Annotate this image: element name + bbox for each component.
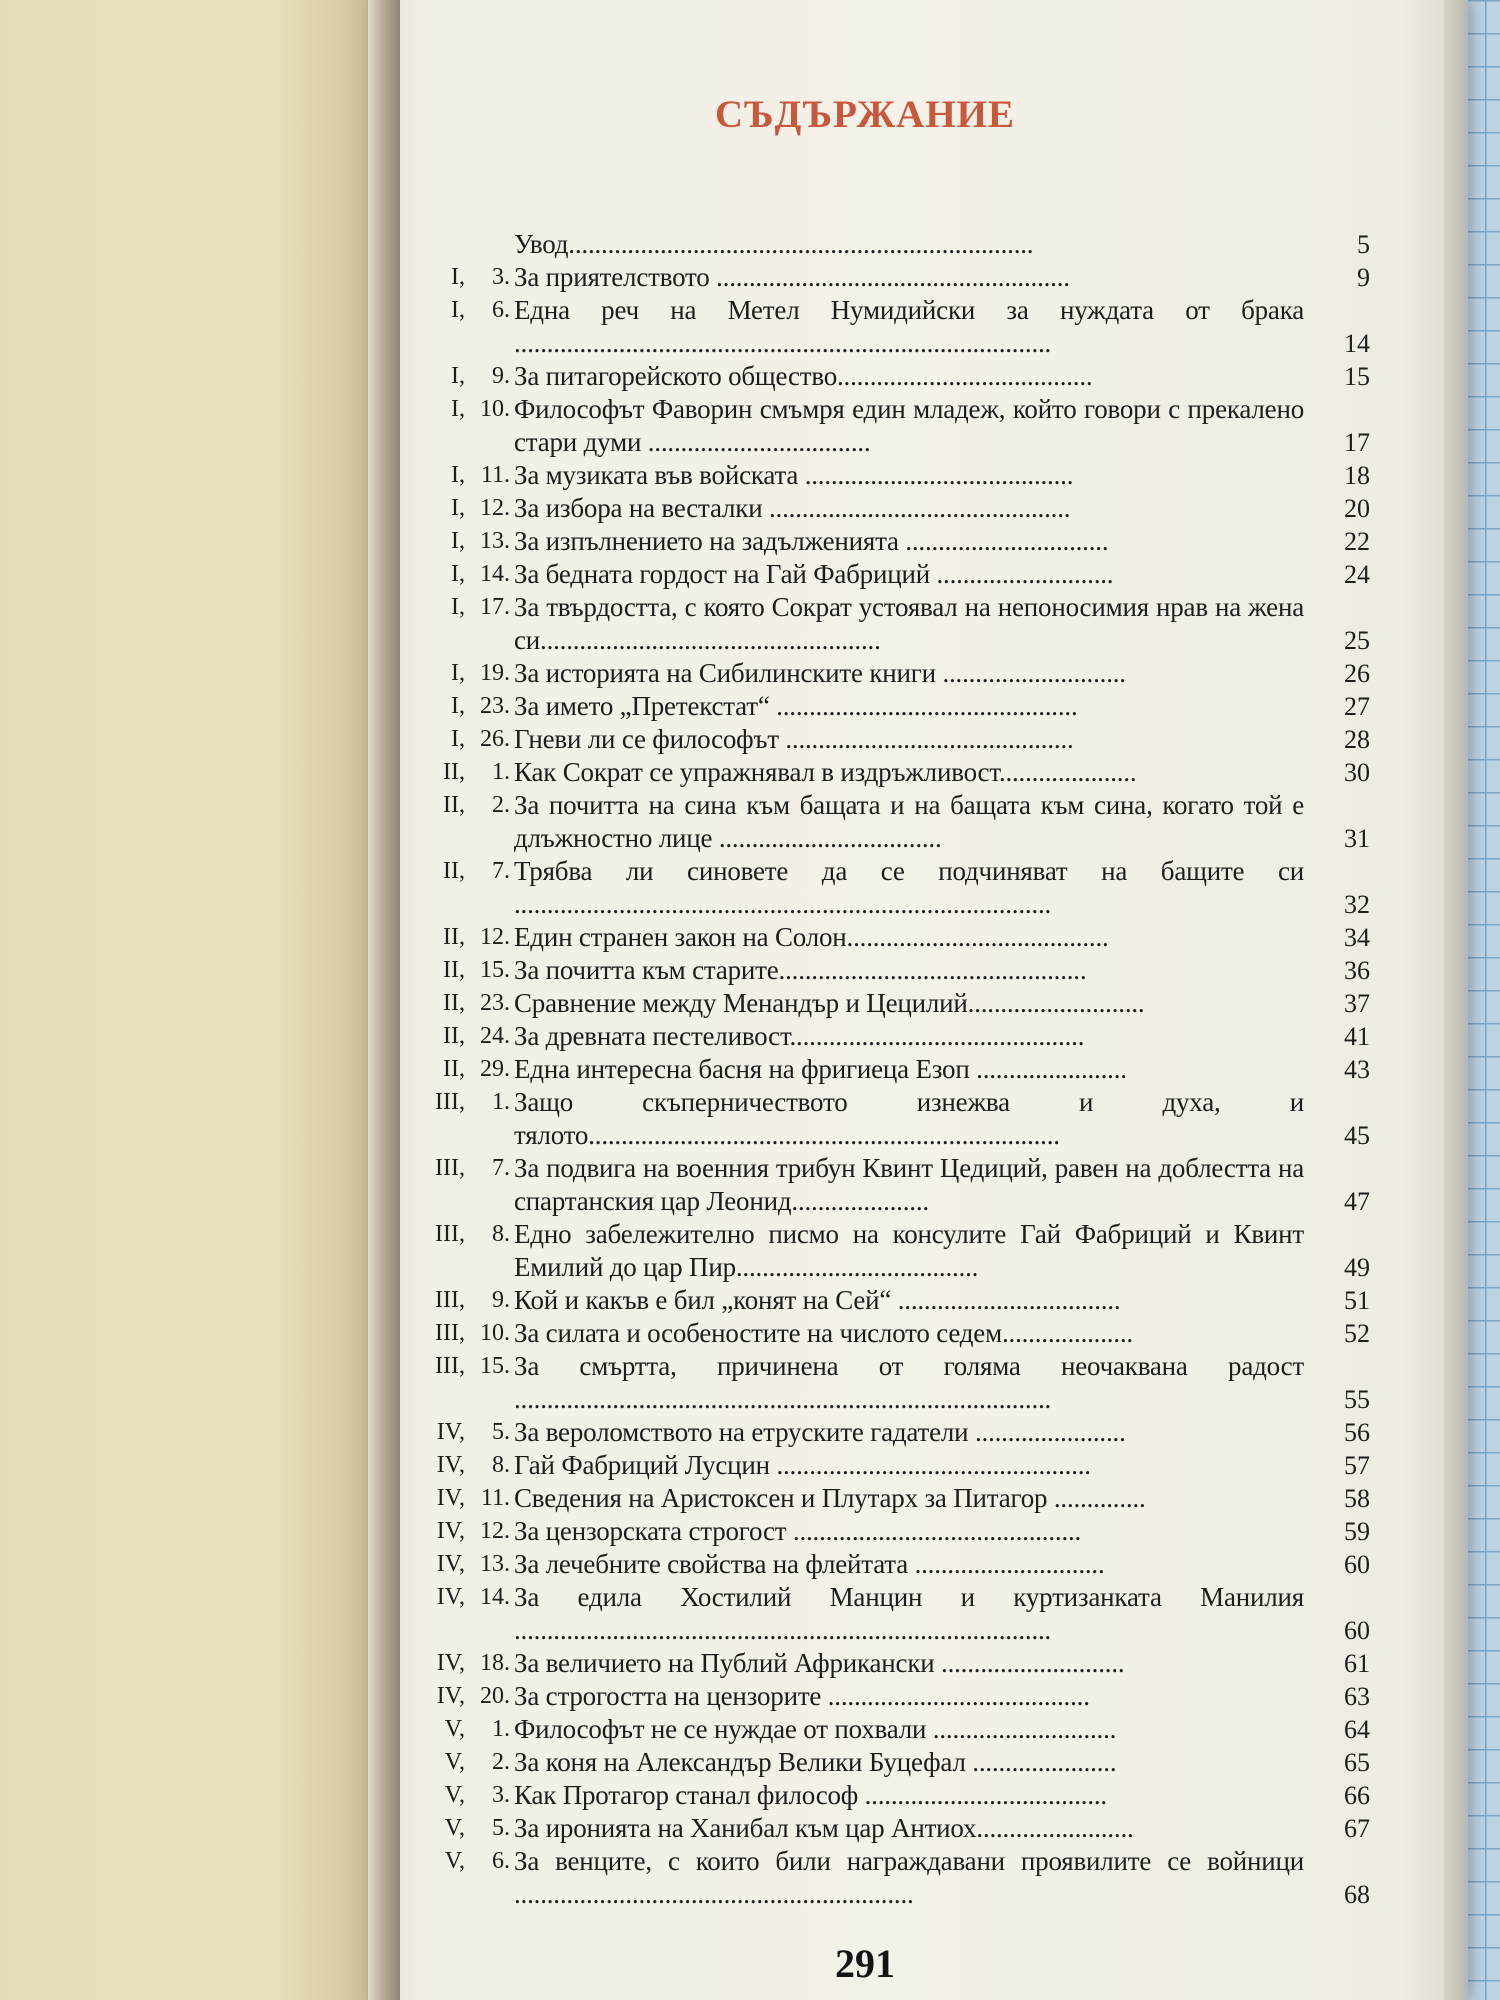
toc-entry-title: За историята на Сибилинските книги ............................ xyxy=(514,658,1126,688)
toc-entry-title: За питагорейското общество....................................... xyxy=(514,361,1093,391)
toc-entry xyxy=(410,1086,1370,1152)
toc-entry xyxy=(410,1548,1370,1581)
toc-entry-chapter: 1. xyxy=(492,1716,510,1742)
toc-entry-page: 68 xyxy=(1344,1880,1370,1909)
toc-entry xyxy=(410,1053,1370,1086)
toc-entry-book: III, xyxy=(435,1287,465,1313)
toc-entry-book: I, xyxy=(451,693,465,719)
toc-entry-page: 24 xyxy=(1344,560,1370,589)
toc-entry-title: За коня на Александър Велики Буцефал ...................... xyxy=(514,1747,1117,1777)
left-page xyxy=(0,0,392,2000)
toc-entry-book: V, xyxy=(444,1749,465,1775)
toc-entry-title: Трябва ли синовете да се подчиняват на бащите си .................................................................................. xyxy=(514,856,1304,919)
book-gutter xyxy=(366,0,400,2000)
toc-entry-page: 66 xyxy=(1344,1781,1370,1810)
toc-entry-chapter: 15. xyxy=(480,957,510,983)
toc-entry xyxy=(410,228,1370,261)
toc-entry-title: За почитта към старите............................................... xyxy=(514,955,1087,985)
toc-entry-title: Защо скъперничеството изнежва и духа, и тялото........................................................................ xyxy=(514,1087,1304,1150)
toc-entry-chapter: 23. xyxy=(480,990,510,1016)
toc-entry xyxy=(410,1416,1370,1449)
toc-entry-title: За името „Претекстат“ .............................................. xyxy=(514,691,1078,721)
toc-entry-page: 41 xyxy=(1344,1022,1370,1051)
toc-entry-page: 30 xyxy=(1344,758,1370,787)
toc-entry xyxy=(410,1647,1370,1680)
toc-entry-title: За лечебните свойства на флейтата ............................. xyxy=(514,1549,1105,1579)
toc-entry-chapter: 8. xyxy=(492,1221,510,1247)
toc-entry-chapter: 12. xyxy=(480,924,510,950)
toc-entry-page: 58 xyxy=(1344,1484,1370,1513)
toc-entry-page: 18 xyxy=(1344,461,1370,490)
toc-entry-chapter: 7. xyxy=(492,858,510,884)
toc-entry-chapter: 2. xyxy=(492,1749,510,1775)
toc-entry-page: 67 xyxy=(1344,1814,1370,1843)
toc-entry-title: За избора на весталки .............................................. xyxy=(514,493,1071,523)
toc-entry-book: III, xyxy=(435,1320,465,1346)
toc-entry xyxy=(410,1680,1370,1713)
toc-entry xyxy=(410,789,1370,855)
toc-entry-page: 59 xyxy=(1344,1517,1370,1546)
toc-entry-book: II, xyxy=(443,957,465,983)
toc-entry-page: 28 xyxy=(1344,725,1370,754)
toc-entry-chapter: 1. xyxy=(492,759,510,785)
toc-entry xyxy=(410,459,1370,492)
toc-entry xyxy=(410,1350,1370,1416)
toc-entry-page: 26 xyxy=(1344,659,1370,688)
table-of-contents xyxy=(410,228,1370,1911)
toc-entry-page: 31 xyxy=(1344,824,1370,853)
toc-entry-chapter: 6. xyxy=(492,1848,510,1874)
toc-entry-page: 57 xyxy=(1344,1451,1370,1480)
toc-entry xyxy=(410,261,1370,294)
toc-entry-title: Едно забележително писмо на консулите Гай Фабриций и Квинт Емилий до цар Пир..................................... xyxy=(514,1219,1304,1282)
toc-entry xyxy=(410,855,1370,921)
toc-entry-title: Философът Фаворин смъмря един младеж, който говори с прекалено стари думи .................................. xyxy=(514,394,1304,457)
toc-entry-book: IV, xyxy=(436,1452,465,1478)
toc-entry xyxy=(410,987,1370,1020)
toc-entry-book: II, xyxy=(443,792,465,818)
toc-entry-page: 45 xyxy=(1344,1121,1370,1150)
toc-entry-book: I, xyxy=(451,726,465,752)
toc-entry-title: За вероломството на етруските гадатели ....................... xyxy=(514,1417,1126,1447)
toc-entry-title: За едила Хостилий Манцин и куртизанката Манилия .................................................................................. xyxy=(514,1582,1304,1645)
toc-entry xyxy=(410,591,1370,657)
toc-entry xyxy=(410,492,1370,525)
toc-entry xyxy=(410,558,1370,591)
page-edge xyxy=(1444,0,1468,2000)
toc-entry-book: II, xyxy=(443,858,465,884)
toc-entry-chapter: 11. xyxy=(480,1485,510,1511)
toc-entry-title: Философът не се нуждае от похвали ............................ xyxy=(514,1714,1117,1744)
toc-entry-page: 56 xyxy=(1344,1418,1370,1447)
toc-entry-book: II, xyxy=(443,1023,465,1049)
toc-entry-page: 55 xyxy=(1344,1385,1370,1414)
toc-entry xyxy=(410,525,1370,558)
toc-entry-book: II, xyxy=(443,1056,465,1082)
toc-entry-title: За строгостта на цензорите ........................................ xyxy=(514,1681,1090,1711)
toc-entry-book: I, xyxy=(451,396,465,422)
toc-entry-page: 36 xyxy=(1344,956,1370,985)
toc-entry-book: I, xyxy=(451,363,465,389)
toc-entry-title: Една реч на Метел Нумидийски за нуждата от брака .................................................................................. xyxy=(514,295,1304,358)
toc-entry-page: 15 xyxy=(1344,362,1370,391)
toc-entry xyxy=(410,1812,1370,1845)
toc-entry-chapter: 14. xyxy=(480,1584,510,1610)
toc-entry-page: 47 xyxy=(1344,1187,1370,1216)
toc-entry xyxy=(410,360,1370,393)
toc-entry-chapter: 19. xyxy=(480,660,510,686)
toc-entry-book: IV, xyxy=(436,1518,465,1544)
toc-entry-page: 60 xyxy=(1344,1616,1370,1645)
toc-entry-chapter: 6. xyxy=(492,297,510,323)
toc-entry-title: Как Протагор станал философ ..................................... xyxy=(514,1780,1107,1810)
toc-entry xyxy=(410,1317,1370,1350)
toc-entry-chapter: 15. xyxy=(480,1353,510,1379)
toc-entry-book: IV, xyxy=(436,1650,465,1676)
toc-entry-title: За подвига на военния трибун Квинт Цедиций, равен на доблестта на спартанския цар Леонид..................... xyxy=(514,1153,1304,1216)
toc-entry-book: II, xyxy=(443,759,465,785)
toc-entry xyxy=(410,1152,1370,1218)
toc-entry-title: За цензорската строгост ............................................ xyxy=(514,1516,1082,1546)
toc-entry-book: III, xyxy=(435,1155,465,1181)
toc-entry-title: За твърдостта, с която Сократ устоявал на непоносимия нрав на жена си.................................................... xyxy=(514,592,1304,655)
toc-entry-chapter: 12. xyxy=(480,1518,510,1544)
toc-entry xyxy=(410,1515,1370,1548)
toc-entry-book: I, xyxy=(451,528,465,554)
toc-entry-chapter: 1. xyxy=(492,1089,510,1115)
toc-entry-page: 27 xyxy=(1344,692,1370,721)
toc-entry-book: III, xyxy=(435,1221,465,1247)
toc-entry-title: За изпълнението на задълженията ............................... xyxy=(514,526,1109,556)
toc-entry-page: 5 xyxy=(1357,230,1370,259)
toc-entry-chapter: 5. xyxy=(492,1419,510,1445)
toc-entry-chapter: 3. xyxy=(492,1782,510,1808)
toc-entry-chapter: 13. xyxy=(480,1551,510,1577)
toc-entry-page: 64 xyxy=(1344,1715,1370,1744)
toc-entry-chapter: 26. xyxy=(480,726,510,752)
toc-entry-chapter: 9. xyxy=(492,363,510,389)
toc-title: СЪДЪРЖАНИЕ xyxy=(714,93,1016,136)
toc-entry xyxy=(410,1713,1370,1746)
toc-entry-book: IV, xyxy=(436,1419,465,1445)
toc-entry-page: 60 xyxy=(1344,1550,1370,1579)
toc-entry-chapter: 24. xyxy=(480,1023,510,1049)
toc-entry xyxy=(410,1482,1370,1515)
toc-entry-book: IV, xyxy=(436,1683,465,1709)
toc-entry-chapter: 11. xyxy=(480,462,510,488)
toc-entry-book: I, xyxy=(451,297,465,323)
toc-entry-chapter: 17. xyxy=(480,594,510,620)
toc-entry-page: 52 xyxy=(1344,1319,1370,1348)
toc-entry-chapter: 5. xyxy=(492,1815,510,1841)
toc-entry xyxy=(410,756,1370,789)
toc-entry xyxy=(410,1779,1370,1812)
toc-entry xyxy=(410,1449,1370,1482)
toc-entry-chapter: 9. xyxy=(492,1287,510,1313)
page-number: 291 xyxy=(835,1941,895,1986)
toc-entry-page: 9 xyxy=(1357,263,1370,292)
toc-entry-page: 49 xyxy=(1344,1253,1370,1282)
toc-entry-chapter: 3. xyxy=(492,264,510,290)
toc-entry-chapter: 18. xyxy=(480,1650,510,1676)
toc-entry-book: III, xyxy=(435,1089,465,1115)
toc-entry-title: За венците, с които били награждавани проявилите се войници ............................................................. xyxy=(514,1846,1304,1909)
toc-entry-page: 17 xyxy=(1344,428,1370,457)
toc-entry-chapter: 10. xyxy=(480,396,510,422)
toc-entry xyxy=(410,1746,1370,1779)
toc-entry-page: 37 xyxy=(1344,989,1370,1018)
toc-entry-chapter: 23. xyxy=(480,693,510,719)
toc-entry xyxy=(410,723,1370,756)
toc-entry-page: 14 xyxy=(1344,329,1370,358)
toc-entry-title: За древната пестеливост............................................. xyxy=(514,1021,1085,1051)
toc-entry xyxy=(410,690,1370,723)
toc-entry-book: V, xyxy=(444,1716,465,1742)
toc-entry xyxy=(410,1284,1370,1317)
toc-entry-book: I, xyxy=(451,594,465,620)
toc-entry xyxy=(410,657,1370,690)
toc-entry-title: Една интересна басня на фригиеца Езоп ....................... xyxy=(514,1054,1127,1084)
toc-entry-page: 51 xyxy=(1344,1286,1370,1315)
toc-entry-title: Гай Фабриций Лусцин ................................................ xyxy=(514,1450,1091,1480)
toc-entry-page: 65 xyxy=(1344,1748,1370,1777)
toc-entry-title: За музиката във войската ......................................... xyxy=(514,460,1074,490)
toc-entry xyxy=(410,921,1370,954)
toc-entry-book: IV, xyxy=(436,1485,465,1511)
toc-entry-book: I, xyxy=(451,462,465,488)
toc-entry-title: Един странен закон на Солон........................................ xyxy=(514,922,1109,952)
toc-entry-chapter: 8. xyxy=(492,1452,510,1478)
toc-entry-chapter: 2. xyxy=(492,792,510,818)
toc-entry-page: 22 xyxy=(1344,527,1370,556)
toc-entry-book: III, xyxy=(435,1353,465,1379)
toc-entry-chapter: 12. xyxy=(480,495,510,521)
toc-entry-page: 61 xyxy=(1344,1649,1370,1678)
toc-entry-book: I, xyxy=(451,660,465,686)
toc-entry-title: За почитта на сина към бащата и на бащата към сина, когато той е длъжностно лице .................................. xyxy=(514,790,1304,853)
toc-entry xyxy=(410,393,1370,459)
toc-entry-title: Кой и какъв е бил „конят на Сей“ .................................. xyxy=(514,1285,1121,1315)
toc-entry-page: 63 xyxy=(1344,1682,1370,1711)
toc-entry-book: I, xyxy=(451,495,465,521)
toc-entry xyxy=(410,294,1370,360)
toc-entry-title: Как Сократ се упражнявал в издръжливост..................... xyxy=(514,757,1137,787)
toc-entry-book: II, xyxy=(443,990,465,1016)
toc-entry-page: 25 xyxy=(1344,626,1370,655)
toc-entry-page: 20 xyxy=(1344,494,1370,523)
toc-entry-chapter: 7. xyxy=(492,1155,510,1181)
toc-entry-book: V, xyxy=(444,1815,465,1841)
toc-entry-title: За величието на Публий Африкански ............................ xyxy=(514,1648,1125,1678)
toc-entry-book: V, xyxy=(444,1782,465,1808)
toc-entry-page: 43 xyxy=(1344,1055,1370,1084)
toc-entry xyxy=(410,1581,1370,1647)
toc-entry-page: 32 xyxy=(1344,890,1370,919)
toc-entry-title: Сравнение между Менандър и Цецилий........................... xyxy=(514,988,1145,1018)
toc-entry-title: За иронията на Ханибал към цар Антиох........................ xyxy=(514,1813,1134,1843)
toc-entry xyxy=(410,1845,1370,1911)
toc-entry-title: Сведения на Аристоксен и Плутарх за Питагор .............. xyxy=(514,1483,1146,1513)
toc-entry-title: За приятелството ...................................................... xyxy=(514,262,1070,292)
toc-entry-chapter: 14. xyxy=(480,561,510,587)
toc-entry-chapter: 20. xyxy=(480,1683,510,1709)
toc-entry-book: I, xyxy=(451,561,465,587)
toc-entry-title: За силата и особеностите на числото седем.................... xyxy=(514,1318,1133,1348)
toc-entry-book: II, xyxy=(443,924,465,950)
toc-entry-book: V, xyxy=(444,1848,465,1874)
toc-entry-chapter: 10. xyxy=(480,1320,510,1346)
toc-entry-chapter: 13. xyxy=(480,528,510,554)
toc-entry xyxy=(410,1020,1370,1053)
toc-entry-title: За смъртта, причинена от голяма неочаквана радост .................................................................................. xyxy=(514,1351,1304,1414)
toc-entry-title: Увод....................................................................... xyxy=(514,229,1034,259)
toc-entry-title: Гневи ли се философът ............................................ xyxy=(514,724,1074,754)
toc-entry-chapter: 29. xyxy=(480,1056,510,1082)
toc-entry-book: IV, xyxy=(436,1551,465,1577)
toc-entry-page: 34 xyxy=(1344,923,1370,952)
toc-entry xyxy=(410,1218,1370,1284)
toc-entry-book: I, xyxy=(451,264,465,290)
toc-entry-title: За бедната гордост на Гай Фабриций ........................... xyxy=(514,559,1114,589)
toc-entry-book: IV, xyxy=(436,1584,465,1610)
toc-entry xyxy=(410,954,1370,987)
